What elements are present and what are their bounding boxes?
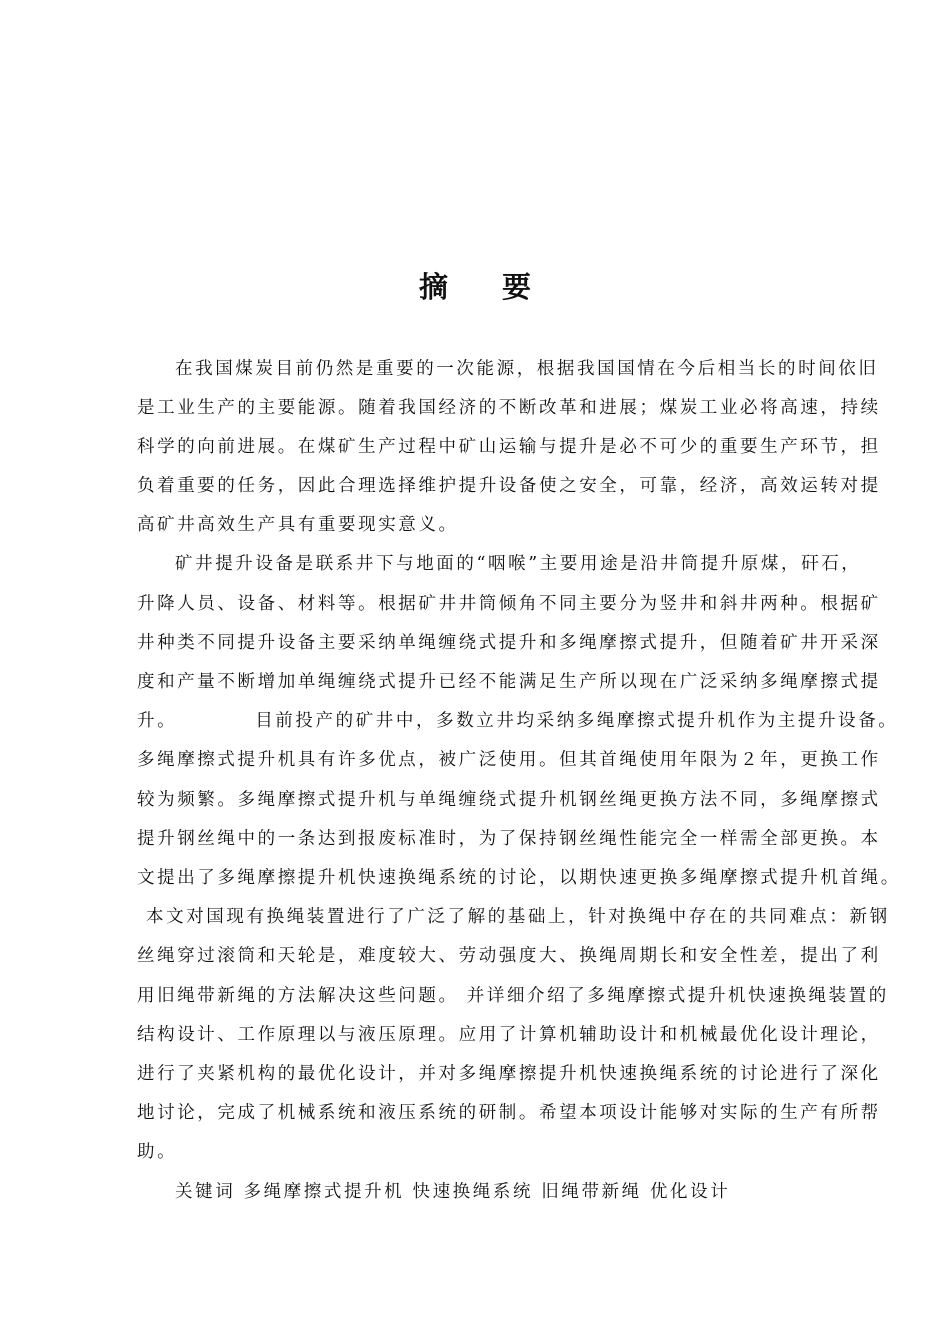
abstract-line-12: 较为频繁。多绳摩擦式提升机与单绳缠绕式提升机钢丝绳更换方法不同，多绳摩擦式 (137, 790, 881, 810)
keyword-2: 快速换绳系统 (412, 1182, 534, 1202)
abstract-line-10-end: 目前投产的矿井中，多数立井均采纳多绳摩擦式提升机作为主提升设备。 (255, 711, 899, 731)
keywords-label: 关键词 (175, 1182, 236, 1202)
keyword-3: 旧绳带新绳 (541, 1182, 642, 1202)
abstract-line-10 (137, 707, 898, 732)
abstract-line-10-start: 升。 (137, 711, 178, 731)
abstract-line-21: 助。 (137, 1142, 178, 1162)
abstract-line-11: 多绳摩擦式提升机具有许多优点，被广泛使用。但其首绳使用年限为２年，更换工作 (137, 750, 881, 770)
abstract-line-3: 科学的向前进展。在煤矿生产过程中矿山运输与提升是必不可少的重要生产环节，担 (137, 437, 881, 457)
keyword-1: 多绳摩擦式提升机 (243, 1182, 405, 1202)
abstract-line-16: 丝绳穿过滚筒和天轮是，难度较大、劳动强度大、换绳周期长和安全性差，提出了利 (137, 946, 881, 966)
abstract-line-2: 是工业生产的主要能源。随着我国经济的不断改革和进展；煤炭工业必将高速，持续 (137, 398, 881, 418)
abstract-line-20: 地讨论，完成了机械系统和液压系统的研制。希望本项设计能够对实际的生产有所帮 (137, 1103, 881, 1123)
abstract-line-18: 结构设计、工作原理以与液压原理。应用了计算机辅助设计和机械最优化设计理论， (137, 1025, 881, 1045)
abstract-line-5: 高矿井高效生产具有重要现实意义。 (137, 515, 459, 535)
abstract-line-8: 井种类不同提升设备主要采纳单绳缠绕式提升和多绳摩擦式提升，但随着矿井开采深 (137, 633, 881, 653)
abstract-line-9: 度和产量不断增加单绳缠绕式提升已经不能满足生产所以现在广泛采纳多绳摩擦式提 (137, 672, 881, 692)
keyword-4: 优化设计 (649, 1182, 731, 1202)
abstract-line-7: 升降人员、设备、材料等。根据矿井井筒倾角不同主要分为竖井和斜井两种。根据矿 (137, 594, 881, 614)
abstract-line-6: 矿井提升设备是联系井下与地面的“咽喉”主要用途是沿井筒提升原煤，矸石， (175, 554, 862, 574)
abstract-line-4: 负着重要的任务，因此合理选择维护提升设备使之安全，可靠，经济，高效运转对提 (137, 476, 881, 496)
abstract-line-1: 在我国煤炭目前仍然是重要的一次能源，根据我国国情在今后相当长的时间依旧 (175, 359, 879, 379)
abstract-title: 摘 要 (418, 270, 554, 304)
abstract-line-13: 提升钢丝绳中的一条达到报废标准时，为了保持钢丝绳性能完全一样需全部更换。本 (137, 829, 881, 849)
abstract-line-19: 进行了夹紧机构的最优化设计，并对多绳摩擦提升机快速换绳系统的讨论进行了深化 (137, 1064, 881, 1084)
abstract-line-17: 用旧绳带新绳的方法解决这些问题。 并详细介绍了多绳摩擦式提升机快速换绳装置的 (137, 986, 889, 1006)
keywords-line (175, 1178, 730, 1203)
abstract-line-14: 文提出了多绳摩擦提升机快速换绳系统的讨论，以期快速更换多绳摩擦式提升机首绳。 (137, 868, 901, 888)
abstract-line-15: 本文对国现有换绳装置进行了广泛了解的基础上，针对换绳中存在的共同难点：新钢 (146, 907, 890, 927)
